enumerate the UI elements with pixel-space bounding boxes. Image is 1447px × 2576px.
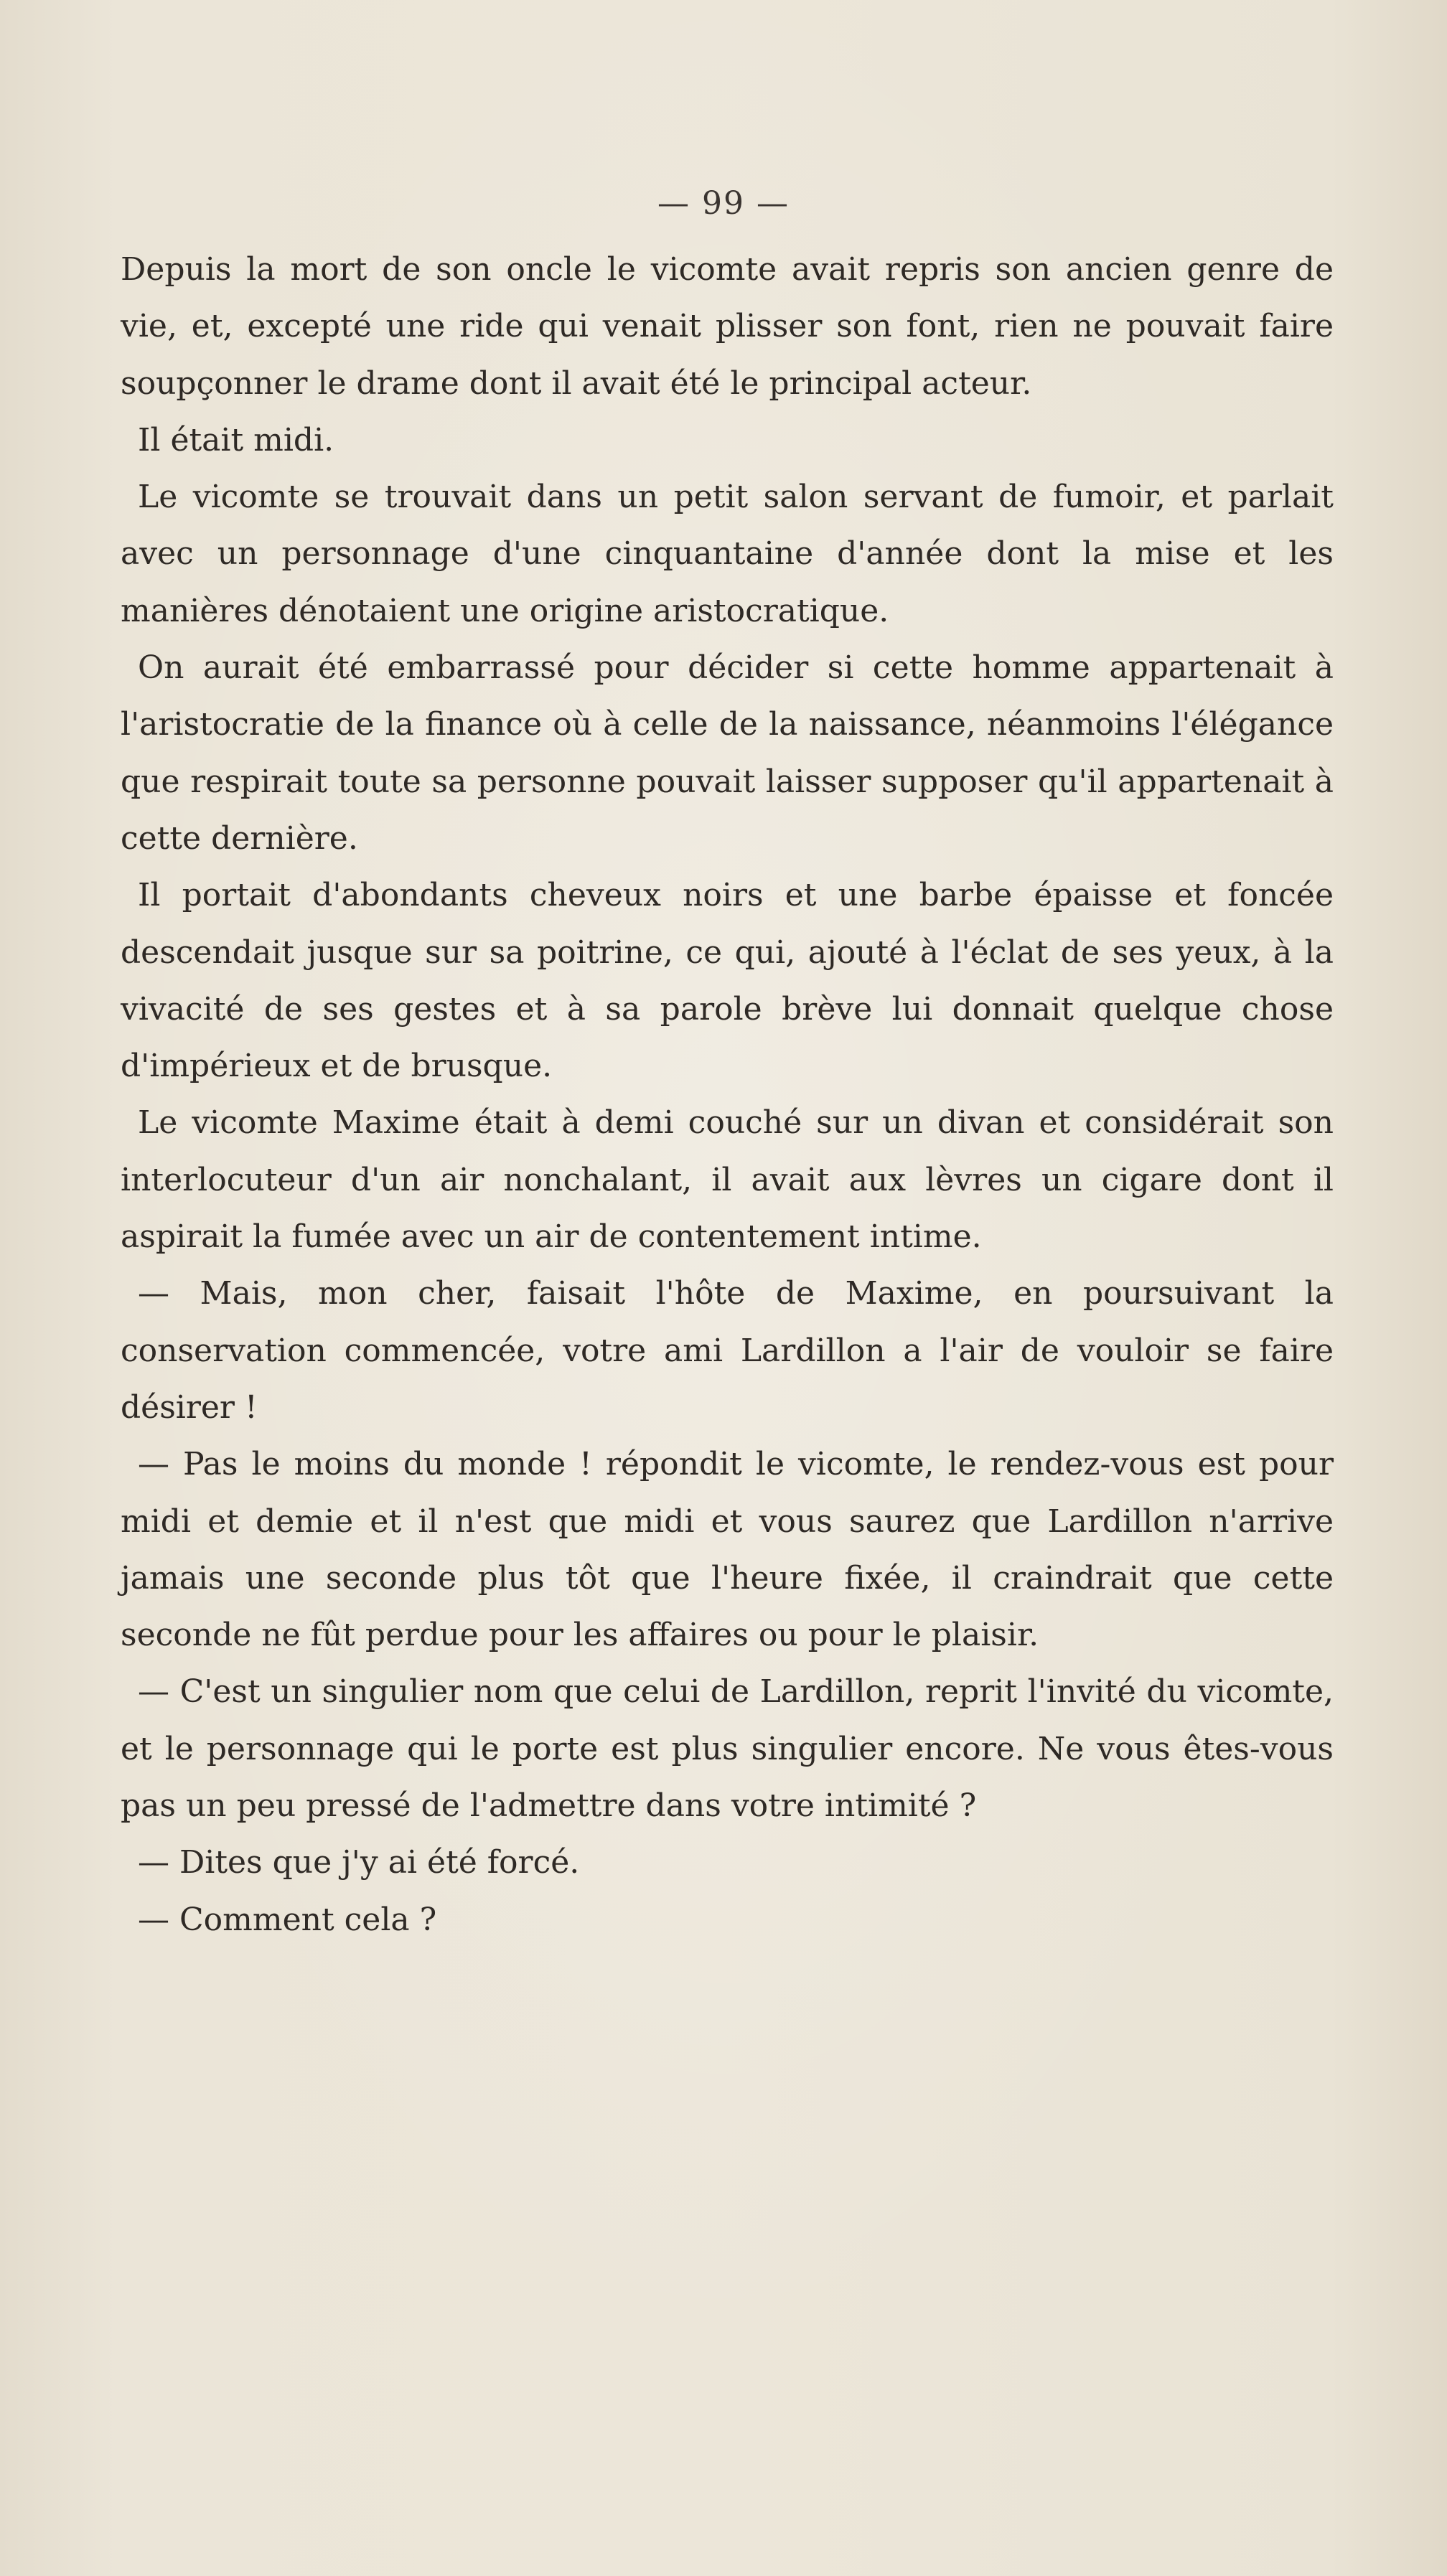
paragraph-6: Le vicomte Maxime était à demi couché sur un divan et considérait son interlocuteur d'un air nonchalant, il avait aux lèvres un cigare dont il aspirait la fumée avec un air de contentement intime. <box>121 1104 1334 1256</box>
paragraph-5: Il portait d'abondants cheveux noirs et une barbe épaisse et foncée descendait jusque sur sa poitrine, ce qui, ajouté à l'éclat de ses yeux, à la vivacité de ses gestes et à sa parole brève lui donnait quelque chose d'impérieux et de brusque. <box>121 877 1334 1085</box>
dialogue-line-3: — C'est un singulier nom que celui de Lardillon, reprit l'invité du vicomte, et le personnage qui le porte est plus singulier encore. Ne vous êtes-vous pas un peu pressé de l'admettre dans votre intimité ? <box>121 1673 1334 1825</box>
paragraph-4: On aurait été embarrassé pour décider si cette homme appartenait à l'aristocratie de la finance où à celle de la naissance, néanmoins l'élégance que respirait toute sa personne pouvait laisser supposer qu'il appartenait à cette dernière. <box>121 649 1334 857</box>
page-number: — 99 — <box>657 185 790 222</box>
dialogue-line-4: — Dites que j'y ai été forcé. <box>138 1844 580 1881</box>
page-body <box>121 241 1334 1948</box>
dialogue-line-5: — Comment cela ? <box>138 1901 437 1938</box>
paragraph-1: Depuis la mort de son oncle le vicomte avait repris son ancien genre de vie, et, excepté une ride qui venait plisser son font, rien ne pouvait faire soupçonner le drame dont il avait été le principal acteur. <box>121 251 1334 402</box>
dialogue-line-1: — Mais, mon cher, faisait l'hôte de Maxime, en poursuivant la conservation commencée, votre ami Lardillon a l'air de vouloir se faire désirer ! <box>121 1275 1334 1426</box>
paragraph-3: Le vicomte se trouvait dans un petit salon servant de fumoir, et parlait avec un personnage d'une cinquantaine d'année dont la mise et les manières dénotaient une origine aristocratique. <box>121 479 1334 629</box>
dialogue-line-2: — Pas le moins du monde ! répondit le vicomte, le rendez-vous est pour midi et demie et il n'est que midi et vous saurez que Lardillon n'arrive jamais une seconde plus tôt que l'heure fixée, il craindrait que cette seconde ne fût perdue pour les affaires ou pour le plaisir. <box>121 1446 1334 1654</box>
paragraph-2: Il était midi. <box>138 421 334 459</box>
